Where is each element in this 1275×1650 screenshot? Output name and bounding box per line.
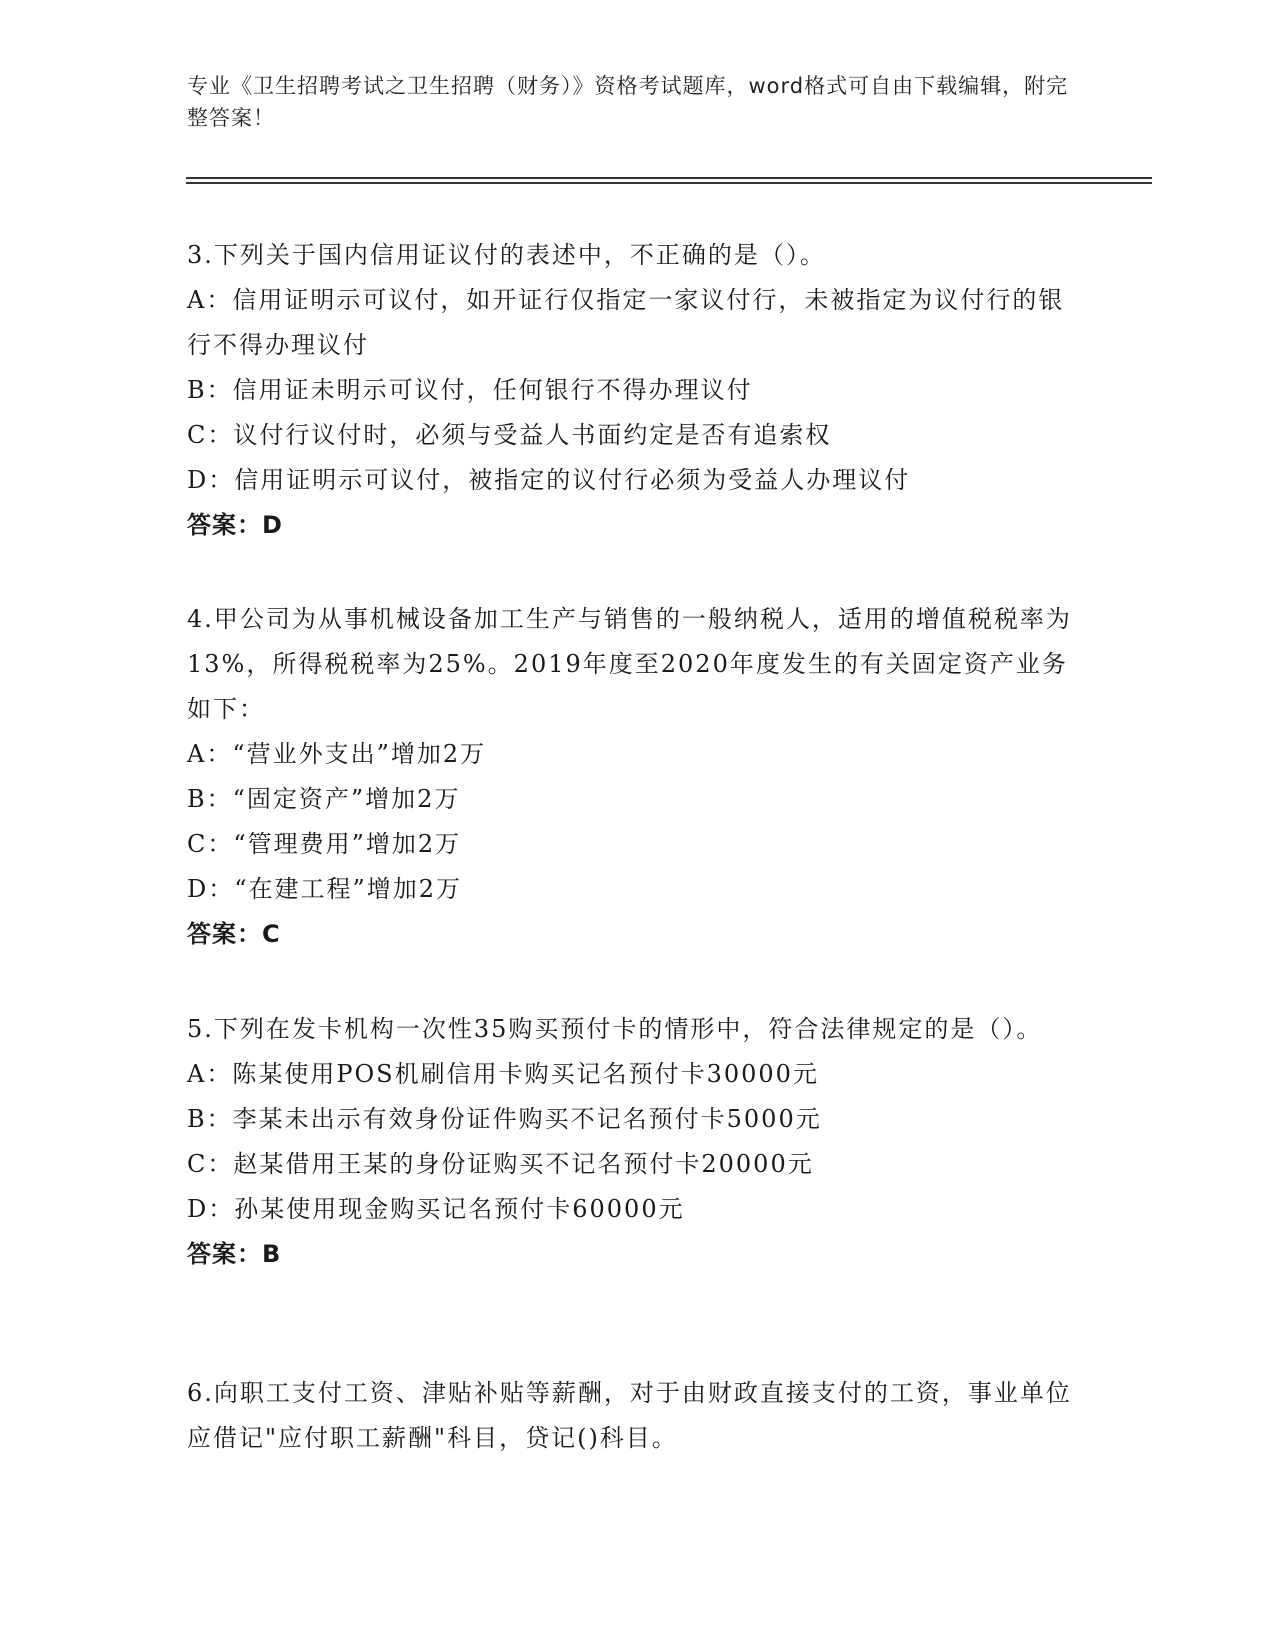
answer: 答案：D [187, 511, 283, 539]
option-b: B：李某未出示有效身份证件购买不记名预付卡5000元 [187, 1105, 822, 1133]
option-c: C：“管理费用”增加2万 [187, 830, 462, 858]
document-header: 专业《卫生招聘考试之卫生招聘（财务）》资格考试题库，word格式可自由下载编辑，附完整答案！ [187, 74, 1069, 130]
question-4 [187, 597, 1087, 957]
question-3 [187, 233, 1087, 548]
question-stem: 6.向职工支付工资、津贴补贴等薪酬，对于由财政直接支付的工资，事业单位应借记"应付职工薪酬"科目，贷记()科目。 [187, 1379, 1072, 1452]
question-5 [187, 1007, 1087, 1277]
option-c: C：议付行议付时，必须与受益人书面约定是否有追索权 [187, 421, 832, 449]
header-divider-bottom [186, 182, 1152, 184]
option-d: D：信用证明示可议付，被指定的议付行必须为受益人办理议付 [187, 466, 911, 494]
answer: 答案：C [187, 920, 281, 948]
header-divider-top [186, 177, 1152, 179]
option-b: B：“固定资产”增加2万 [187, 785, 461, 813]
option-d: D：孙某使用现金购买记名预付卡60000元 [187, 1195, 685, 1223]
option-d: D：“在建工程”增加2万 [187, 875, 463, 903]
option-c: C：赵某借用王某的身份证购买不记名预付卡20000元 [187, 1150, 814, 1178]
question-stem: 3.下列关于国内信用证议付的表述中，不正确的是（）。 [187, 241, 826, 269]
option-b: B：信用证未明示可议付，任何银行不得办理议付 [187, 376, 753, 404]
option-a: A：陈某使用POS机刷信用卡购买记名预付卡30000元 [187, 1060, 819, 1088]
question-stem: 4.甲公司为从事机械设备加工生产与销售的一般纳税人，适用的增值税税率为13%，所得税税率为25%。2019年度至2020年度发生的有关固定资产业务如下： [187, 605, 1072, 723]
question-stem: 5.下列在发卡机构一次性35购买预付卡的情形中，符合法律规定的是（）。 [187, 1015, 1043, 1043]
option-a: A：信用证明示可议付，如开证行仅指定一家议付行，未被指定为议付行的银行不得办理议付 [187, 286, 1065, 359]
option-a: A：“营业外支出”增加2万 [187, 740, 487, 768]
answer: 答案：B [187, 1240, 282, 1268]
question-6 [187, 1371, 1087, 1461]
